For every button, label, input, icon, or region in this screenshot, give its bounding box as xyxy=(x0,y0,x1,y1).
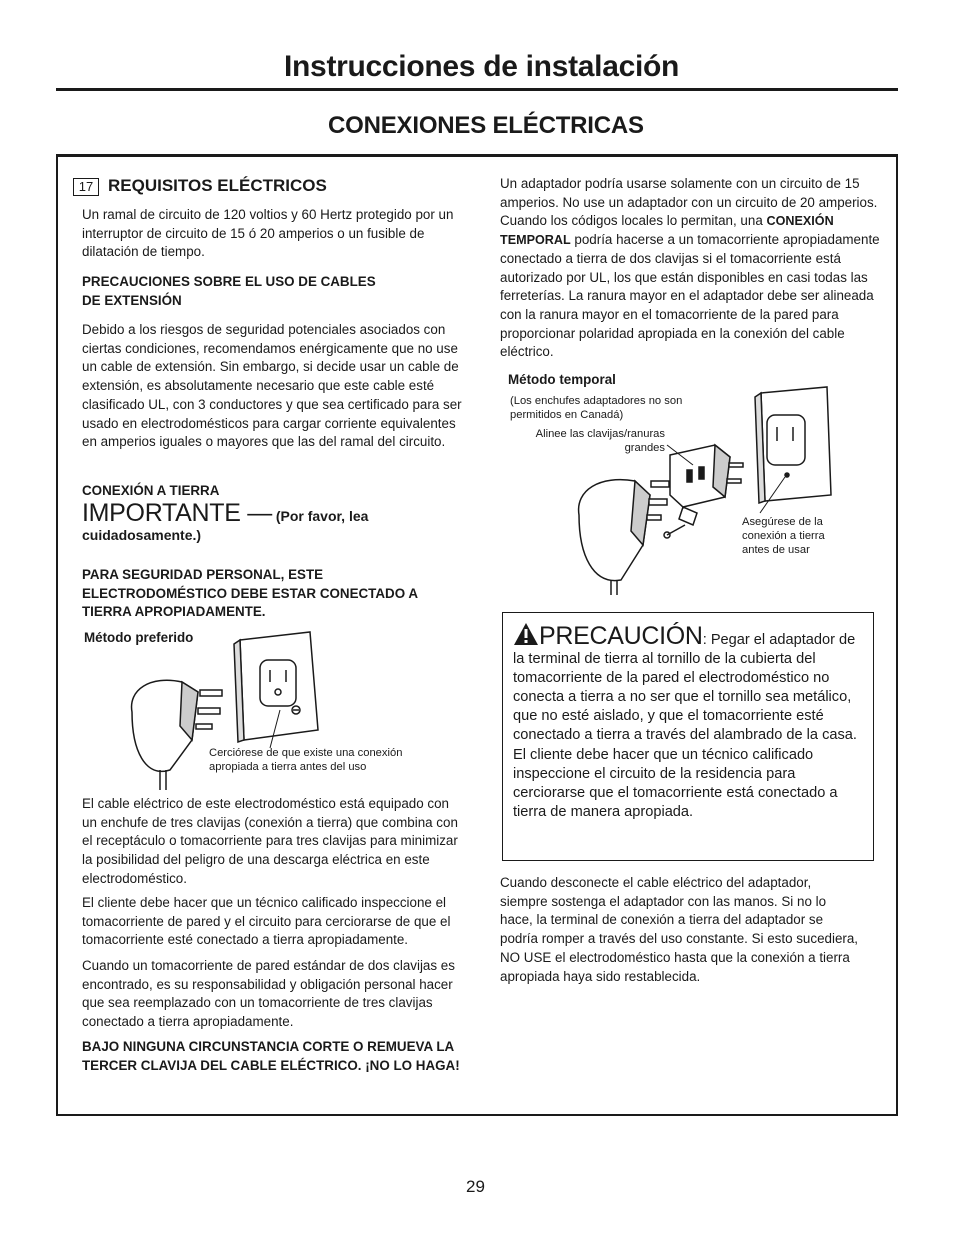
importante-notice xyxy=(82,499,372,545)
warning-third-prong: BAJO NINGUNA CIRCUNSTANCIA CORTE O REMUEVA LA TERCER CLAVIJA DEL CABLE ELÉCTRICO. ¡NO LO HAGA! xyxy=(82,1039,460,1073)
disconnect-paragraph: Cuando desconecte el cable eléctrico del adaptador, siempre sostenga el adaptador con las manos. Si no lo hace, la terminal de conexión a tierra del adaptador se podría romper a través del uso constante. Si esto sucediera, NO USE el electrodoméstico hasta que la conexión a tierra apropiada haya sido restablecida. xyxy=(500,875,859,984)
extension-text: Debido a los riesgos de seguridad potenciales asociados con ciertas condiciones, recomendamos enérgicamente que no use un cable de extensión. Sin embargo, si decide usar un cable de extensión, es absolutamente necesario que este cable esté clasificado UL, con 3 conductores y que sea certificado para ser usado en electrodomésticos para cargar corriente equivalentes en amperios iguales o mayores que las del ramal del circuito. xyxy=(82,322,462,450)
paragraph-replacement: Cuando un tomacorriente de pared estándar de dos clavijas es encontrado, es su responsabilidad y obligación personal hacer que sea reemplazado con un tomacorriente de tres clavijas conectado a tierra apropiadamente. xyxy=(82,958,455,1030)
adapter-text-post: podría hacerse a un tomacorriente apropiadamente conectado a tierra de dos clavijas si el tomacorriente está autorizado por UL, los que están disponibles en casi todas las ferreterías. La ranura mayor en el adaptador debe ser alineada con la ranura mayor en el tomacorriente de la pared para proporcionar polaridad apropiada en la conexión del cable eléctrico. xyxy=(500,232,880,360)
caution-colon: : xyxy=(702,632,707,648)
align-prongs-label: Alinee las clavijas/ranuras grandes xyxy=(535,428,665,454)
page-title: Instrucciones de instalación xyxy=(284,50,680,83)
caution-title: PRECAUCIÓN xyxy=(539,622,703,650)
adapter-text-pre: Un adaptador podría usarse solamente con un circuito de 15 amperios. No use un adaptador con un circuito de 20 amperios. Cuando los códigos locales lo permitan, una xyxy=(500,176,878,229)
adapter-plug-illustration xyxy=(575,385,835,595)
adapter-text-bold: CONEXIÓN TEMPORAL xyxy=(500,214,834,248)
importante-subtitle: (Por favor, lea cuidadosamente.) xyxy=(82,508,369,543)
requirements-text: Un ramal de circuito de 120 voltios y 60 Hertz protegido por un interruptor de circuito de 15 ó 20 amperios o un fusible de dilatación de tiempo. xyxy=(82,207,454,260)
safety-heading: PARA SEGURIDAD PERSONAL, ESTE ELECTRODOMÉSTICO DEBE ESTAR CONECTADO A TIERRA APROPIADAMENTE. xyxy=(82,567,418,620)
caution-body: Pegar el adaptador de la terminal de tierra al tornillo de la cubierta del tomacorriente de la pared el electrodoméstico no conecta a tierra a no ser que el tornillo sea metálico, que no esté aislado, y que el tomacorriente esté conectado a tierra a través del alambrado de la casa. El cliente debe hacer que un técnico calificado inspeccione el circuito de la residencia para cerciorarse que el tomacorriente está conectado a tierra de manera apropiada. xyxy=(513,632,857,820)
step-number: 17 xyxy=(73,178,99,196)
importante-title: IMPORTANTE — xyxy=(82,499,272,527)
temporary-method-note: (Los enchufes adaptadores no son permitidos en Canadá) xyxy=(510,395,683,421)
extension-heading: PRECAUCIONES SOBRE EL USO DE CABLES DE EXTENSIÓN xyxy=(82,274,376,308)
paragraph-inspection: El cliente debe hacer que un técnico calificado inspeccione el tomacorriente de pared y el circuito para cerciorarse de que el tomacorriente esté conectado a tierra apropiadamente. xyxy=(82,895,451,948)
section-title: CONEXIONES ELÉCTRICAS xyxy=(328,112,644,139)
requirements-heading: REQUISITOS ELÉCTRICOS xyxy=(108,176,327,195)
caution-text-block xyxy=(513,622,869,822)
paragraph-plug-equipped: El cable eléctrico de este electrodoméstico está equipado con un enchufe de tres clavijas (conexión a tierra) que combina con el receptáculo o tomacorriente para tres clavijas para minimizar la posibilidad del peligro de una descarga eléctrica en este electrodoméstico. xyxy=(82,796,458,886)
grounding-heading: CONEXIÓN A TIERRA xyxy=(82,483,220,498)
grounding-caption: Asegúrese de la conexión a tierra antes de usar xyxy=(742,516,825,556)
preferred-method-caption: Cerciórese de que existe una conexión apropiada a tierra antes del uso xyxy=(209,747,403,773)
title-rule xyxy=(56,88,898,91)
warning-triangle-icon xyxy=(513,622,539,646)
preferred-method-label: Método preferido xyxy=(84,630,194,645)
adapter-paragraph xyxy=(500,175,885,362)
temporary-method-label: Método temporal xyxy=(508,372,616,387)
page-number: 29 xyxy=(466,1177,485,1196)
